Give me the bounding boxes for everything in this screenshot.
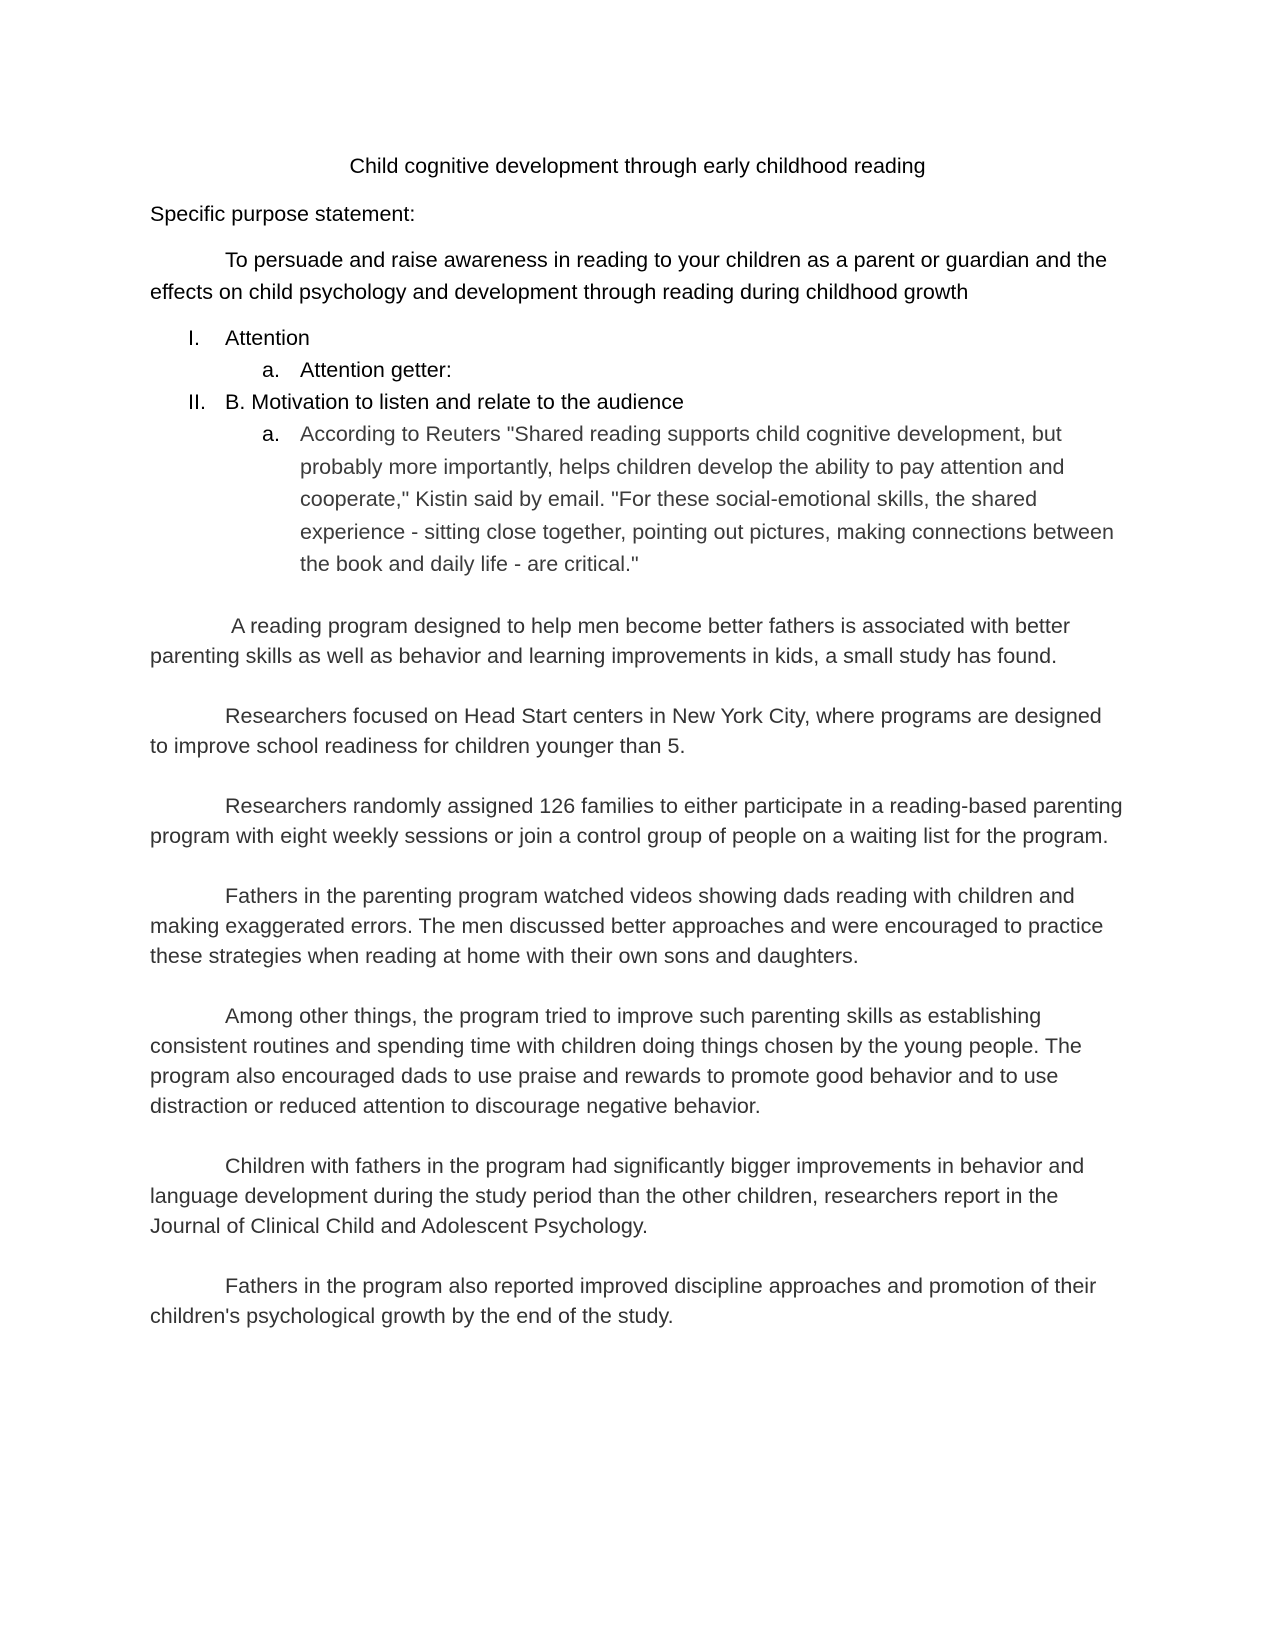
outline-subitem-1a — [150, 354, 1125, 386]
purpose-label: Specific purpose statement: — [150, 202, 416, 226]
reuters-quote: According to Reuters "Shared reading supports child cognitive development, but probably more importantly, helps children develop the ability to pay attention and cooperate," Kistin said by email. "For these social-emotional skills, the shared experience - sitting close together, pointing out pictures, making connections between the book and daily life - are critical." — [300, 422, 1114, 576]
paragraph-random-assignment: Researchers randomly assigned 126 families to either participate in a reading-based parenting program with eight weekly sessions or join a control group of people on a waiting list for the program. — [150, 793, 1123, 848]
outline-marker: II. — [188, 390, 206, 414]
outline-item-text: B. Motivation to listen and relate to the audience — [225, 390, 684, 414]
outline-subitem-2a — [150, 418, 1125, 581]
purpose-statement: To persuade and raise awareness in reading to your children as a parent or guardian and the effects on child psychology and development through reading during childhood growth — [150, 248, 1108, 304]
paragraph-discipline: Fathers in the program also reported improved discipline approaches and promotion of their children's psychological growth by the end of the study. — [150, 1273, 1097, 1328]
paragraph-reading-program: A reading program designed to help men become better fathers is associated with better parenting skills as well as behavior and learning improvements in kids, a small study has found. — [150, 613, 1070, 668]
outline-marker: a. — [262, 422, 280, 446]
outline-marker: a. — [262, 358, 280, 382]
document-title: Child cognitive development through early childhood reading — [349, 154, 926, 178]
outline-item-1 — [150, 322, 1125, 354]
outline-item-text: Attention — [225, 326, 310, 350]
paragraph-results: Children with fathers in the program had significantly bigger improvements in behavior and language development during the study period than the other children, researchers report in the Journal of Clinical Child and Adolescent Psychology. — [150, 1153, 1085, 1238]
outline-marker: I. — [188, 326, 200, 350]
document-content — [150, 150, 1125, 1361]
body-paragraphs — [150, 611, 1125, 1331]
outline-subitem-text: Attention getter: — [300, 358, 452, 382]
paragraph-head-start: Researchers focused on Head Start centers in New York City, where programs are designed to improve school readiness for children younger than 5. — [150, 703, 1102, 758]
speech-outline — [150, 322, 1125, 581]
paragraph-parenting-skills: Among other things, the program tried to improve such parenting skills as establishing consistent routines and spending time with children doing things chosen by the young people. The program also encouraged dads to use praise and rewards to promote good behavior and to use distraction or reduced attention to discourage negative behavior. — [150, 1003, 1082, 1118]
outline-item-2 — [150, 386, 1125, 418]
paragraph-videos: Fathers in the parenting program watched videos showing dads reading with children and making exaggerated errors. The men discussed better approaches and were encouraged to practice these strategies when reading at home with their own sons and daughters. — [150, 883, 1104, 968]
